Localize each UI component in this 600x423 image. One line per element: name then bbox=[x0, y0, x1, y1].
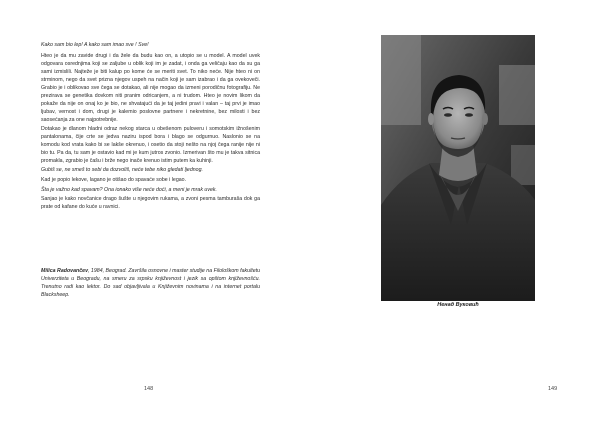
page-number-left: 148 bbox=[144, 386, 154, 392]
story-paragraph: Sanjao je kako novčanice drago šušte u njegovim rukama, a zvoni pesma tamburaša dok ga prate od kafane do kuće u ravnici. bbox=[41, 196, 260, 211]
story-paragraph: Hteo je da mu zavide drugi i da žele da budu kao on, a utopio se u model. A model uvek odgovara osrednjima koji se zaljube u oblik koji im je zadat, i onda ga veličaju kao da su ga sami izmislili. Najteže je biti kalup po kome će se meriti svet. To niko neće. Nije hteo ni on strminom, nego da svet prizna njegov uspeh na način koji je sam izabrao i da ga ovekoveči. Grabio je i oblikovao sve čega se dotakao, ali nije mogao da izmeni porodičnu fotografiju. Ne prezirava se genetika dovkom niti pranim odricanjem, a ni trudom. Hteo je novim likom da pokaže da nije on onaj ko je bio, ne shvatajući da je taj jedini pravi i valan – taj prvi je imao ljubav, vernost i dom, drugi je kalemio poslovne partnere i nekretnine, bez milosti i bez saosećanja za one najpotrebnije. bbox=[41, 52, 260, 123]
page-number-right: 149 bbox=[548, 386, 558, 392]
author-photo bbox=[381, 35, 535, 301]
author-name: Milica Radovančev bbox=[41, 268, 88, 274]
author-bio bbox=[41, 268, 260, 300]
story-paragraph: Gubiš se, ne smeš to sebi da dozvoliš, neće tebe niko gledati ljednog. bbox=[41, 167, 203, 174]
story-paragraph: Šta je važno kad spavam? Ona ionako više neće doći, a meni je mrak uvek. bbox=[41, 186, 217, 193]
story-text bbox=[41, 42, 260, 214]
author-bio-text: , 1984, Beograd. Završila osnovne i master studije na Filološkom fakultetu Univerziteta u Beogradu, na smeru za srpsku književnost i jezik sa opštom književnošću. Trenutno radi kao lektor. Do sad objavljivala u Književnim novinama i na internet portalu Blacksheep. bbox=[41, 268, 260, 298]
story-paragraph: Kad je popio lekove, lagano je otišao do spavaće sobe i legao. bbox=[41, 177, 187, 184]
story-opening-line: Kako sam bio lep! A kako sam imao sve ! Sve! bbox=[41, 42, 149, 48]
story-paragraph: Dotakao je dlanom hladni odraz nekog starca u obešenom puloveru i somotskim ižnošenim pantalonama, čije crte se jedva naziru ispod bora i blago se odgurnuo. Naslonio se na komodu kod vrata kako bi se lakše okrenuo, i osetio da stoji nešto na njoj čega ranije nije ni bio tu. Pa da, tu sam je ostavio kad mi je kum jutros zvonio. Izmerivan što mu je takva sitnica promakla, zgrabio je čašu i brže nego inače krenuo istim putem ka kuhinji. bbox=[41, 126, 260, 164]
right-page bbox=[300, 0, 600, 423]
photo-caption: Ненад Вуковић bbox=[437, 302, 479, 308]
author-portrait-image bbox=[381, 35, 535, 301]
